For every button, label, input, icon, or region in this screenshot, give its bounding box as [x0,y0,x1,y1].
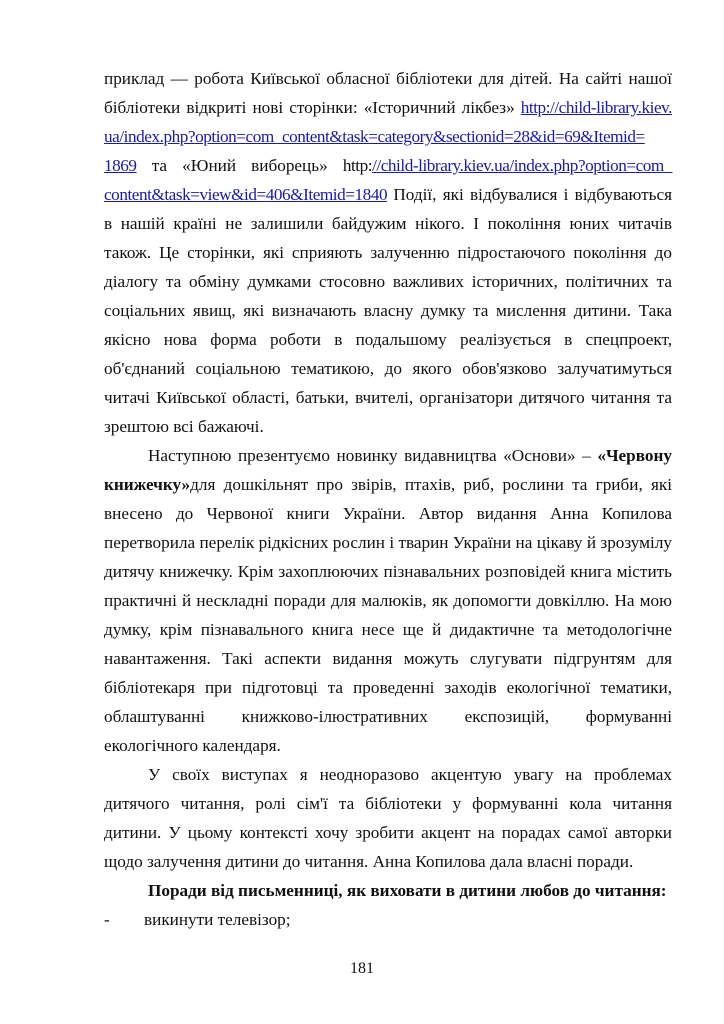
list-item [104,905,672,934]
page-number: 181 [350,960,374,977]
paragraph-1-intro: приклад — робота Київської обласної бібліотеки для дітей. На сайті нашої бібліотеки відкриті нові сторінки: «Історичний лікбез» [104,69,672,117]
list-item-text: викинути телевізор; [144,910,291,929]
body-text [104,64,672,934]
link-historical-likbez[interactable]: http://child-library.kiev.ua/index.php?option=com_content&task=category&sectionid=28&id=69&Itemid=1869 [104,98,672,175]
paragraph-1-rest: Події, які відбувалися і відбуваються в нашій країні не залишили байдужим нікого. І покоління юних читачів також. Це сторінки, які сприяють залученню підростаючого покоління до діалогу та обміну думками стосовно важливих історичних, політичних та соціальних явищ, які визначають власну думку та мислення дитини. Така якісно нова форма роботи в подальшому реалізується в спецпроект, об'єднаний соціальною тематикою, до якого обов'язково залучатимуться читачі Київської області, батьки, вчителі, організатори дитячого читання та зрештою всі бажаючі. [104,185,672,436]
paragraph-2-rest: для дошкільнят про звірів, птахів, риб, рослини та гриби, які внесено до Червоної книги України. Автор видання Анна Копилова перетворила перелік рідкісних рослин і тварин України на цікаву й зрозумілу дитячу книжечку. Крім захоплюючих пізнавальних розповідей книга містить практичні й нескладні поради для малюків, як допомогти довкіллю. На мою думку, крім пізнавального книга несе ще й дидактичне та методологічне навантаження. Такі аспекти видання можуть слугувати підгрунтям для бібліотекаря при підготовці та проведенні заходів екологічної тематики, облаштуванні книжково-ілюстративних експозицій, формуванні екологічного календаря. [104,475,672,755]
tips-heading: Поради від письменниці, як виховати в дитини любов до читання: [148,881,667,900]
link-2-prefix: http: [342,156,373,175]
paragraph-3: У своїх виступах я неодноразово акцентую увагу на проблемах дитячого читання, ролі сім'ї та бібліотеки у формуванні кола читання дитини. У цьому контексті хочу зробити акцент на порадах самої авторки щодо залучення дитини до читання. Анна Копилова дала власні поради. [104,765,672,871]
link-young-voter[interactable]: //child-library.kiev.ua/index.php?option=com_content&task=view&id=406&Itemid=1840 [104,156,672,204]
book-title-bold: «Червону книжечку» [104,446,672,494]
paragraph-1-between: та «Юний виборець» [136,156,343,175]
paragraph-2-start: Наступною презентуємо новинку видавництва «Основи» – [148,446,598,465]
paragraph-1 [104,64,672,441]
list-item-marker: - [104,910,110,929]
paragraph-2 [104,441,672,760]
